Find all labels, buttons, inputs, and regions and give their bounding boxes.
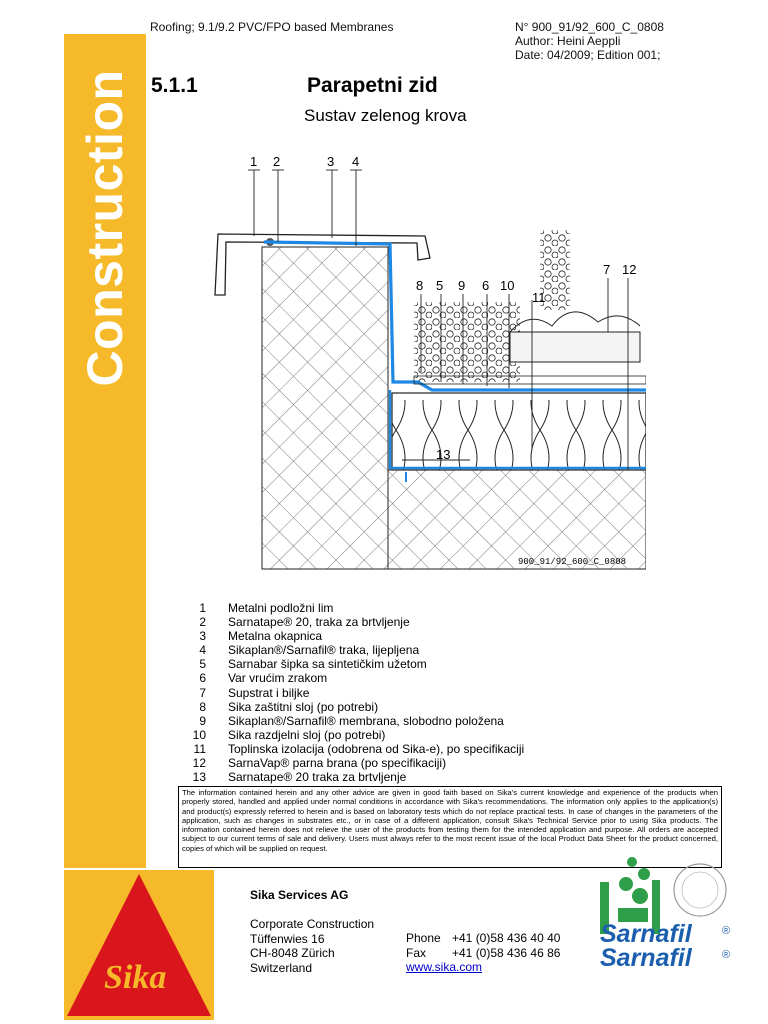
legend-item: 7 Supstrat i biljke [199,685,310,700]
company-name: Sika Services AG [250,888,349,902]
legal-disclaimer: The information contained herein and any other advice are given in good faith based on Sika's current knowledge and experience of the products when properly stored, handled and applied under normal conditions in accordance with Sika's recommendations. The information only applies to the application(s) and product(s) expressly referred to herein and is based on laboratory tests which do not replace practical tests. In case of changes in the parameters of the application, such as changes in substrates etc., or in case of a different application, consult Sika's Technical Service prior to using Sika products. The information contained herein does not relieve the user of the products from testing them for the intended application and purpose. All orders are accepted subject to our current terms of sale and delivery. Users must always refer to the most recent issue of the local Product Data Sheet for the product concerned, copies of which will be supplied on request. [178,786,722,868]
document-category: Roofing; 9.1/9.2 PVC/FPO based Membranes [150,20,394,34]
section-number: 5.1.1 [151,74,198,97]
callout-7: 7 [603,262,611,277]
legend-item: 1 Metalni podložni lim [199,601,334,615]
parapet-detail-drawing [180,150,646,572]
legend-item: 11 Toplinska izolacija (odobrena od Sika-e), po specifikaciji [193,741,525,756]
phone-label: Phone [406,931,441,945]
sika-logo [64,870,214,1020]
callout-10: 10 [500,278,515,293]
callout-2: 2 [273,154,281,169]
callout-5: 5 [436,278,444,293]
legend-item: 12 SarnaVap® parna brana (po specifikaciji) [192,756,447,771]
svg-text:®: ® [722,925,731,937]
legend-item: 13 Sarnatape® 20 traka za brtvljenje [192,770,407,785]
svg-text:®: ® [722,949,731,961]
legend-item: 6 Var vrućim zrakom [199,671,328,686]
sika-logo-panel [64,870,214,1020]
sidebar-construction-word: Construction [77,69,133,387]
legend-item: 9 Sikaplan®/Sarnafil® membrana, slobodno položena [199,713,504,728]
company-contact [406,931,560,975]
company-address: Corporate Construction Tüffenwies 16 CH-8048 Zürich Switzerland [250,917,375,975]
sarnafil-logo [596,840,766,970]
document-number: N° 900_91/92_600_C_0808 [515,20,664,34]
callout-8: 8 [416,278,424,293]
legend-item: 3 Metalna okapnica [199,629,323,644]
callout-12: 12 [622,262,637,277]
svg-text:Sarnafil: Sarnafil [600,944,692,970]
legend-item: 8 Sika zaštitni sloj (po potrebi) [199,699,379,714]
gravel-layer [414,302,520,382]
legend-list [186,601,524,784]
callout-1: 1 [250,154,258,169]
legend-item: 2 Sarnatape® 20, traka za brtvljenje [199,615,410,630]
website-link[interactable]: www.sika.com [406,960,483,974]
phone-number: +41 (0)58 436 40 40 [452,931,561,945]
svg-text:Sarnafil: Sarnafil [600,920,692,948]
fax-number: +41 (0)58 436 46 86 [452,945,561,960]
page-title: Parapetni zid [307,74,438,97]
drawing-code: 900_91/92_600_C_0808 [518,557,627,567]
roof-slab [388,470,646,569]
fax-label: Fax [406,945,427,960]
document-author: Author: Heini Aeppli [515,34,621,48]
callout-3: 3 [327,154,335,169]
parapet-wall [262,247,388,569]
document-date: Date: 04/2009; Edition 001; [515,48,661,62]
svg-text:®: ® [198,1004,206,1015]
legend-item: 4 Sikaplan®/Sarnafil® traka, lijepljena [199,643,420,658]
page-subtitle: Sustav zelenog krova [304,106,467,125]
plant-outline [510,312,640,332]
svg-text:Sika: Sika [104,959,167,996]
thermal-insulation-pattern [392,400,646,470]
substrate-bed [510,332,640,362]
legend-item: 5 Sarnabar šipka sa sintetičkim užetom [199,657,427,672]
callout-13: 13 [436,447,451,462]
callout-4: 4 [352,154,360,169]
callout-9: 9 [458,278,466,293]
callout-11: 11 [532,290,546,305]
legend-item: 10 Sika razdjelni sloj (po potrebi) [192,727,386,742]
callout-6: 6 [482,278,490,293]
